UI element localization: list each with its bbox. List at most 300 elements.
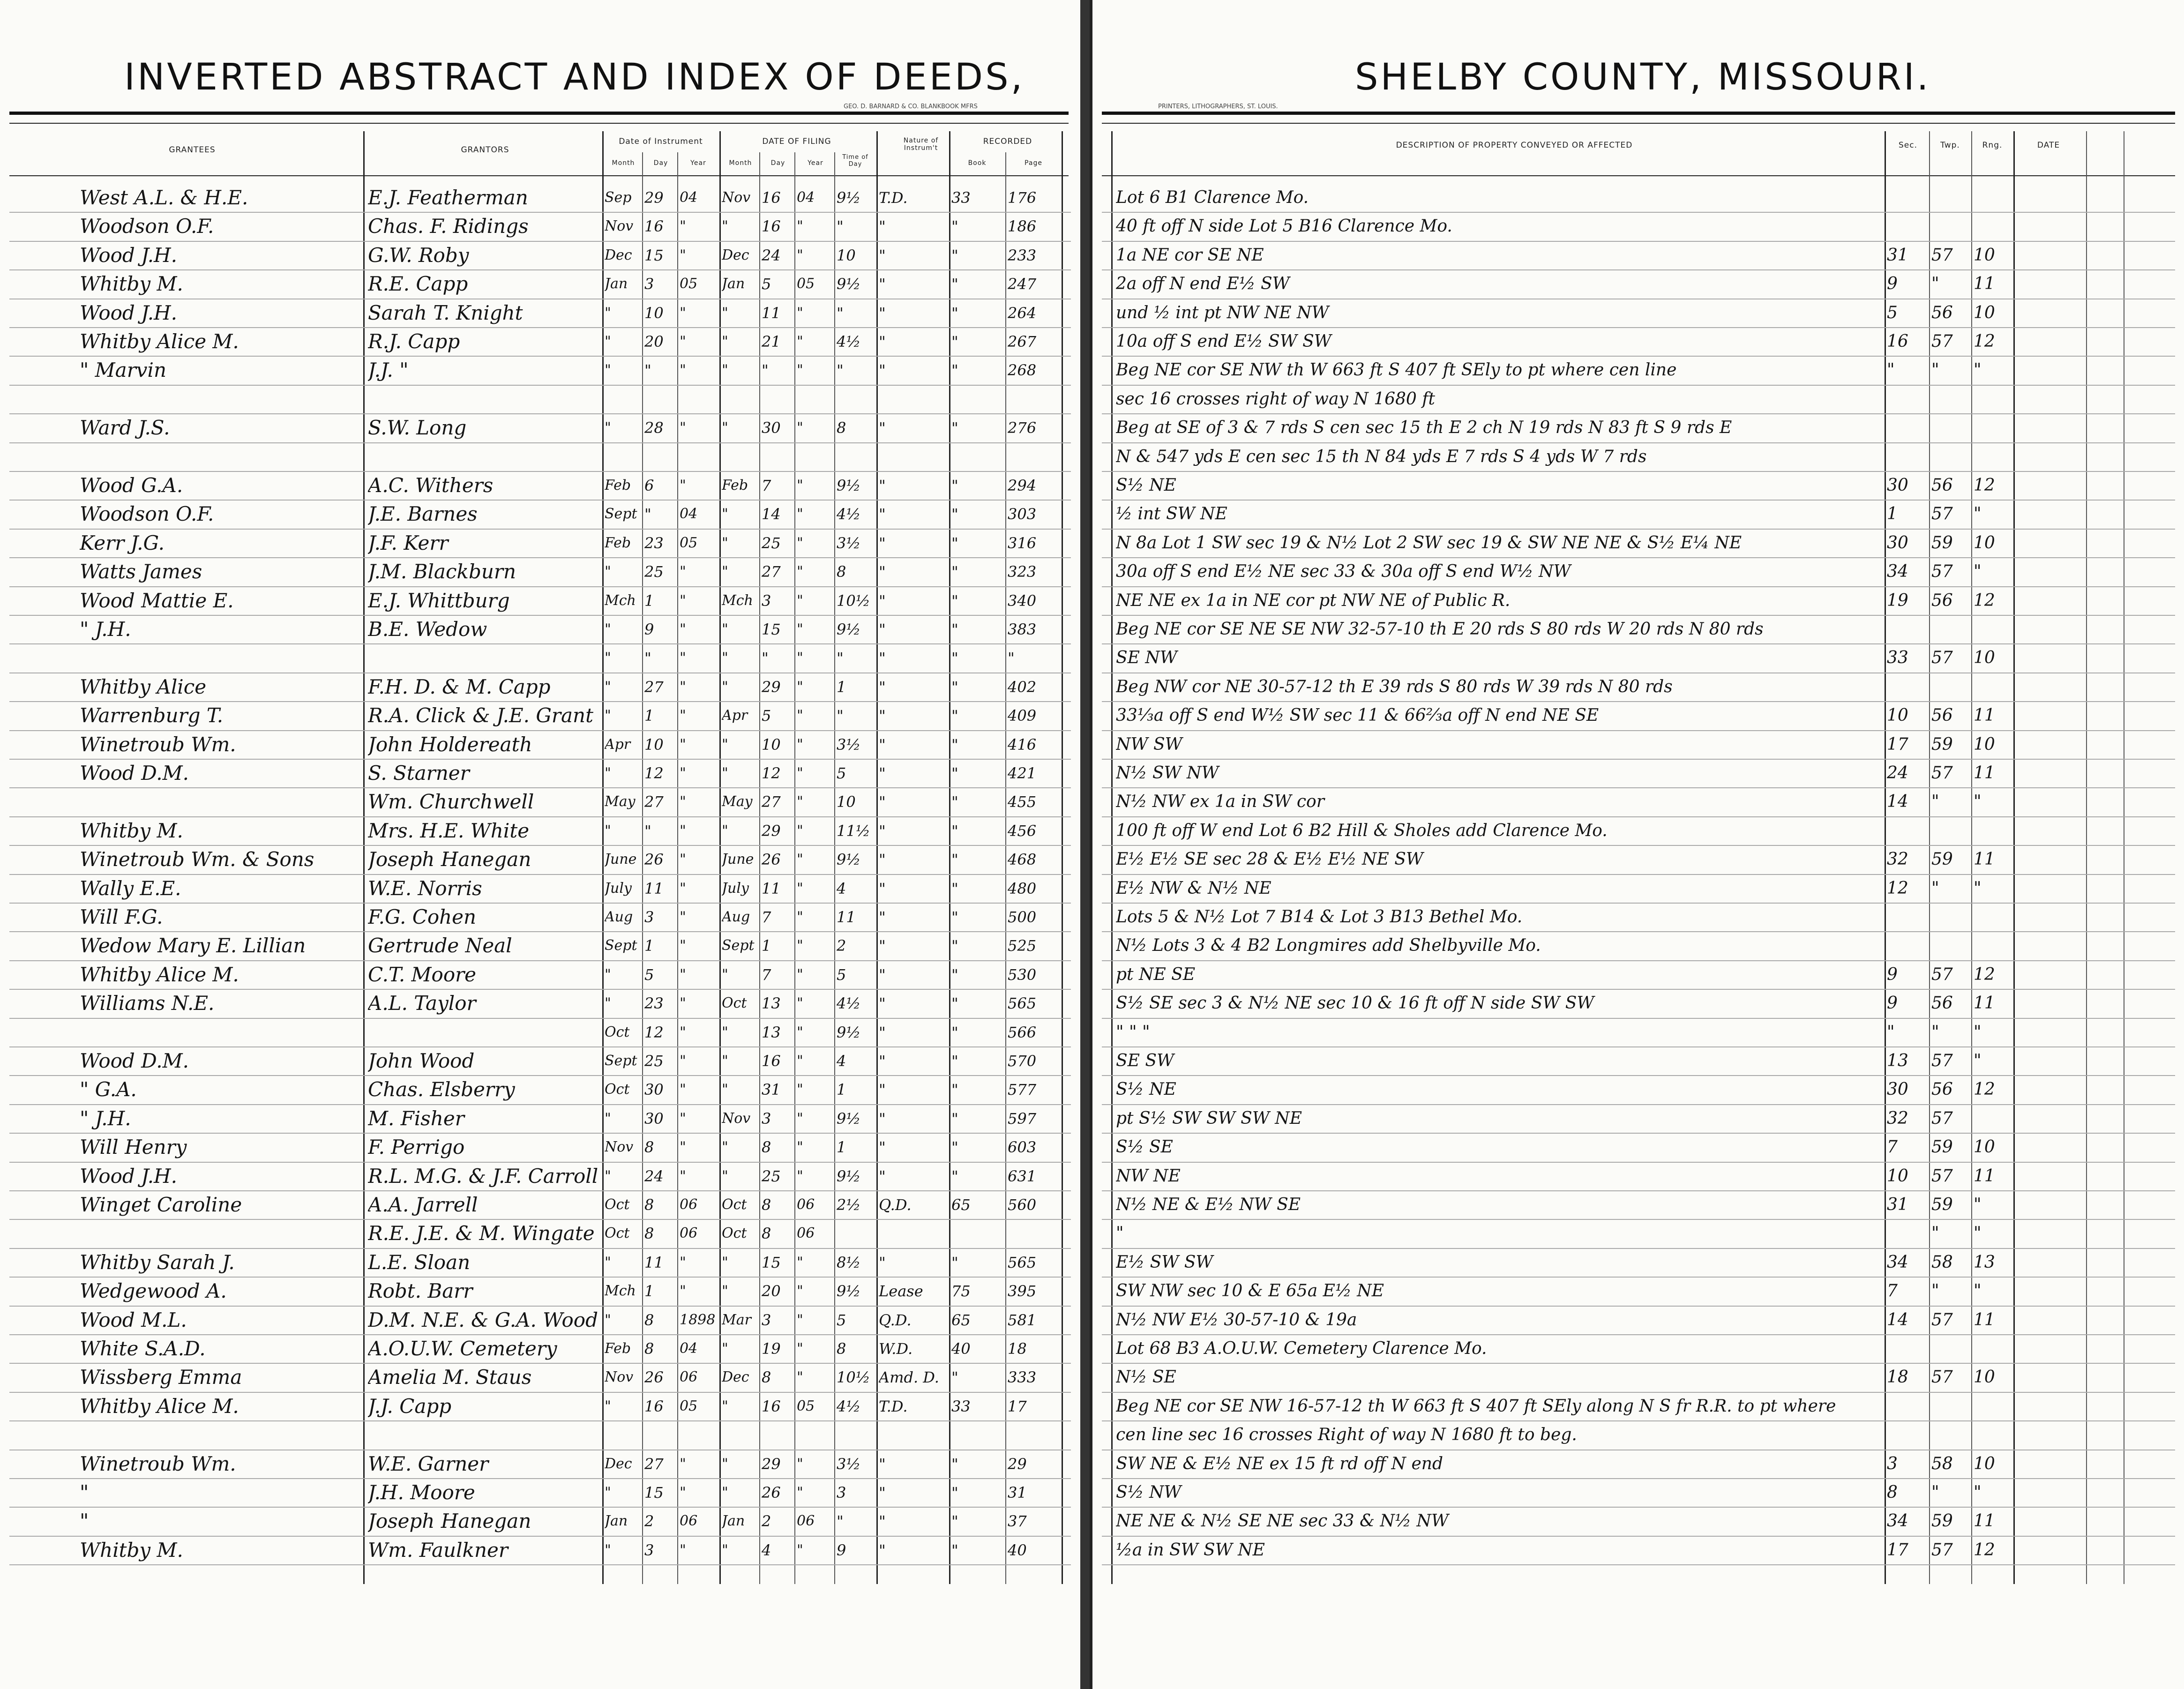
page-cell: 455 [1008,793,1037,811]
description-cell: S½ SE [1116,1137,1173,1157]
instrument-year-cell: " [680,707,686,724]
instrument-day-cell: 16 [644,217,664,236]
nature-cell: " [879,793,886,811]
instrument-day-cell: 8 [644,1311,654,1329]
left-header-rule-thin [9,123,1069,124]
sec-cell: 1 [1887,504,1898,524]
row-rule [9,557,1071,558]
filing-year-cell: " [797,304,803,321]
instrument-day-cell: " [644,361,651,380]
row-rule [9,615,1071,616]
instrument-year-cell: 1898 [680,1311,716,1328]
instrument-month-cell: " [605,333,611,350]
book-cell: " [951,1109,958,1128]
filing-month-cell: " [722,1053,728,1069]
filing-month-cell: July [722,880,749,897]
ledger-row [0,1538,2184,1563]
grantor-cell: A.C. Withers [368,474,494,497]
filing-year-cell: " [797,909,803,925]
filing-day-cell: 11 [762,304,781,322]
ledger-row [0,588,2184,613]
twp-cell: 57 [1931,648,1953,668]
col-time-header: Time of Day [842,154,868,168]
instrument-month-cell: Nov [605,1139,634,1156]
twp-cell: 57 [1931,1310,1953,1330]
filing-year-cell: " [797,1283,803,1300]
rng-cell: " [1974,360,1982,380]
nature-cell: " [879,1052,886,1070]
book-cell: 65 [951,1311,971,1329]
filing-day-cell: " [762,649,769,667]
row-rule [9,529,1071,530]
time-cell: 1 [837,1081,846,1099]
sec-cell: 14 [1887,792,1908,812]
twp-cell: " [1931,1022,1939,1042]
filing-day-cell: 15 [762,1253,781,1271]
sec-cell: 17 [1887,734,1908,754]
ledger-row [0,1221,2184,1246]
filing-month-cell: " [722,506,728,523]
time-cell: 5 [837,1311,846,1329]
row-rule [9,1306,1071,1307]
sec-cell: 34 [1887,562,1908,582]
instrument-day-cell: " [644,649,651,667]
twp-cell: 56 [1931,476,1953,495]
instrument-day-cell: 12 [644,1023,664,1041]
sec-cell: 32 [1887,850,1908,869]
description-cell: SW NW sec 10 & E 65a E½ NE [1116,1281,1384,1301]
rng-cell: 10 [1974,648,1995,668]
instrument-day-cell: 26 [644,1368,664,1387]
book-cell: " [951,1052,958,1070]
filing-day-cell: 1 [762,937,771,955]
instrument-year-cell: " [680,333,686,350]
twp-cell: 57 [1931,1540,1953,1560]
instrument-year-cell: " [680,736,686,753]
nature-cell: " [879,1138,886,1157]
instrument-month-cell: Jan [605,1513,628,1530]
filing-day-cell: 7 [762,965,771,984]
row-rule [1102,1162,2175,1163]
instrument-month-cell: " [605,966,611,983]
grantee-cell: Wood M.L. [80,1308,187,1331]
row-rule [1102,1392,2175,1393]
filing-year-cell: " [797,1167,803,1184]
sec-cell: 18 [1887,1368,1908,1387]
sec-cell: 9 [1887,274,1898,294]
row-rule [9,1392,1071,1393]
ledger-row [0,645,2184,671]
time-cell: " [837,217,844,236]
grantee-cell: Whitby M. [80,272,183,296]
description-cell: SW NE & E½ NE ex 15 ft rd off N end [1116,1454,1443,1473]
row-rule [1102,1536,2175,1537]
sec-cell: 7 [1887,1281,1898,1301]
description-cell: NW NE [1116,1166,1181,1186]
row-rule [9,1478,1071,1479]
right-printer-imprint: PRINTERS, LITHOGRAPHERS, ST. LOUIS. [1158,103,1278,110]
time-cell: 9½ [837,620,861,638]
instrument-month-cell: Sept [605,937,637,954]
nature-cell: " [879,678,886,696]
nature-cell: Q.D. [879,1196,912,1214]
nature-cell: " [879,534,886,552]
row-rule [1102,557,2175,558]
filing-year-cell: " [797,1311,803,1328]
ledger-row [0,1278,2184,1304]
instrument-year-cell: 05 [680,534,698,551]
instrument-day-cell: 20 [644,333,664,351]
filing-month-cell: Mch [722,592,753,609]
ledger-row [0,1394,2184,1419]
twp-cell: 59 [1931,1511,1953,1531]
filing-day-cell: 13 [762,994,781,1013]
time-cell: 10½ [837,591,870,610]
time-cell: 9½ [837,851,861,869]
book-cell: " [951,246,958,264]
instrument-month-cell: " [605,822,611,839]
filing-month-cell: Mar [722,1311,751,1328]
page-cell: 264 [1008,304,1037,322]
time-cell: " [837,1512,844,1531]
row-rule [1102,701,2175,702]
filing-year-cell: " [797,736,803,753]
instrument-year-cell: " [680,563,686,580]
sec-cell: 34 [1887,1252,1908,1272]
filing-month-cell: " [722,218,728,235]
instrument-year-cell: " [680,880,686,897]
instrument-month-cell: " [605,621,611,637]
book-cell: " [951,735,958,754]
instrument-month-cell: " [605,1254,611,1270]
row-rule [9,816,1071,817]
filing-day-cell: 8 [762,1138,771,1157]
time-cell: 9½ [837,477,861,494]
nature-cell: " [879,1167,886,1185]
instrument-month-cell: Oct [605,1196,630,1213]
filing-month-cell: June [722,851,754,868]
col-filing-year-header: Year [808,159,823,167]
filing-year-cell: " [797,1110,803,1127]
instrument-month-cell: " [605,419,611,436]
rng-cell: " [1974,878,1982,898]
filing-month-cell: " [722,419,728,436]
filing-year-cell: " [797,1081,803,1098]
filing-month-cell: Jan [722,1513,745,1530]
filing-year-cell: " [797,1369,803,1386]
book-cell: " [951,1023,958,1041]
instrument-year-cell: " [680,822,686,839]
filing-day-cell: 29 [762,678,781,696]
ledger-row [0,1509,2184,1534]
filing-month-cell: " [722,678,728,695]
row-rule [1102,989,2175,990]
ledger-row [0,1106,2184,1131]
instrument-month-cell: " [605,304,611,321]
instrument-day-cell: 28 [644,419,664,437]
ledger-row [0,387,2184,412]
filing-day-cell: 29 [762,822,781,840]
grantor-cell: J.J. " [368,359,409,382]
page-cell: 577 [1008,1081,1037,1099]
nature-cell: " [879,735,886,754]
col-year-header: Year [690,159,706,167]
row-rule [1102,327,2175,328]
grantee-cell: Wood D.M. [80,762,189,785]
instrument-year-cell: " [680,1110,686,1127]
ledger-row [0,1336,2184,1361]
description-cell: N½ NE & E½ NW SE [1116,1195,1301,1214]
sec-cell: 14 [1887,1310,1908,1330]
row-rule [1102,1334,2175,1335]
description-cell: SE SW [1116,1051,1174,1070]
nature-cell: T.D. [879,1397,908,1415]
grantor-cell: D.M. N.E. & G.A. Wood [368,1308,598,1331]
ledger-row [0,1422,2184,1448]
book-cell: " [951,1541,958,1559]
instrument-year-cell: " [680,793,686,810]
grantee-cell: Watts James [80,560,202,583]
page-cell: 29 [1008,1455,1027,1473]
book-cell: " [951,1512,958,1531]
instrument-month-cell: " [605,995,611,1012]
filing-month-cell: " [722,534,728,551]
grantor-cell: E.J. Whittburg [368,589,510,612]
grantee-cell: Wedgewood A. [80,1279,227,1303]
book-cell: " [951,851,958,869]
filing-month-cell: " [722,621,728,637]
book-cell: " [951,333,958,351]
time-cell: 9½ [837,1167,861,1185]
filing-day-cell: 7 [762,908,771,926]
page-cell: 186 [1008,217,1037,236]
grantee-cell: Wood D.M. [80,1049,189,1072]
filing-year-cell: " [797,477,803,493]
filing-year-cell: " [797,1053,803,1069]
row-rule [1102,960,2175,961]
rng-cell: " [1974,1022,1982,1042]
ledger-row [0,473,2184,498]
filing-month-cell: " [722,362,728,379]
filing-month-cell: " [722,1340,728,1357]
sec-cell: 9 [1887,964,1898,984]
instrument-month-cell: Sept [605,1053,637,1069]
twp-cell: 57 [1931,562,1953,582]
sec-cell: 17 [1887,1540,1908,1560]
row-rule [9,1277,1071,1278]
time-cell: 4½ [837,333,861,351]
twp-cell: 56 [1931,303,1953,322]
filing-month-cell: May [722,793,753,810]
rng-cell: 13 [1974,1252,1995,1272]
description-cell: N½ NW E½ 30-57-10 & 19a [1116,1310,1357,1330]
book-cell: " [951,965,958,984]
nature-cell: " [879,563,886,581]
rng-cell: 12 [1974,1540,1995,1560]
row-rule [9,1075,1071,1076]
rng-cell: 12 [1974,476,1995,495]
row-rule [1102,1104,2175,1105]
ledger-row [0,1020,2184,1045]
ledger-row [0,531,2184,556]
sec-cell: 13 [1887,1051,1908,1070]
filing-day-cell: 26 [762,851,781,869]
page-cell: 566 [1008,1023,1037,1041]
row-rule [9,356,1071,357]
filing-year-cell: " [797,247,803,263]
book-cell: 33 [951,1397,971,1415]
grantor-cell: J.H. Moore [368,1481,475,1504]
book-cell: " [951,879,958,897]
row-rule [9,845,1071,846]
time-cell: 8 [837,419,846,437]
nature-cell: Amd. D. [879,1368,939,1387]
row-rule [9,1564,1071,1565]
grantor-cell: John Wood [368,1049,475,1072]
description-cell: 10a off S end E½ SW SW [1116,332,1331,351]
nature-cell: " [879,620,886,638]
grantee-cell: " G.A. [80,1078,137,1101]
row-rule [9,471,1071,472]
page-cell: 409 [1008,707,1037,725]
grantee-cell: Winget Caroline [80,1193,242,1216]
grantor-cell: R.E. J.E. & M. Wingate [368,1222,595,1245]
grantee-cell: Warrenburg T. [80,704,224,727]
twp-cell: 58 [1931,1454,1953,1473]
instrument-day-cell: 30 [644,1081,664,1099]
filing-year-cell: " [797,678,803,695]
time-cell: 4½ [837,505,861,523]
left-header-rule [9,112,1069,115]
grantee-cell: Wedow Mary E. Lillian [80,934,306,957]
row-rule [1102,1277,2175,1278]
filing-year-cell: " [797,563,803,580]
rng-cell: 10 [1974,245,1995,265]
instrument-month-cell: " [605,1167,611,1184]
row-rule [1102,1075,2175,1076]
page-cell: 480 [1008,879,1037,897]
filing-month-cell: " [722,1024,728,1040]
nature-cell: " [879,1512,886,1531]
page-cell: 17 [1008,1397,1027,1415]
instrument-day-cell: 8 [644,1196,654,1214]
filing-day-cell: 3 [762,1311,771,1329]
row-rule [1102,1018,2175,1019]
page-cell: 530 [1008,965,1037,984]
instrument-year-cell: " [680,1053,686,1069]
description-cell: pt S½ SW SW SW NE [1116,1108,1302,1128]
page-cell: 383 [1008,620,1037,638]
grantor-cell: Gertrude Neal [368,934,512,957]
filing-year-cell: 05 [797,276,815,292]
time-cell: 3½ [837,735,861,754]
instrument-day-cell: 6 [644,477,654,494]
row-rule [9,960,1071,961]
filing-year-cell: " [797,650,803,666]
filing-month-cell: Oct [722,1196,747,1213]
filing-day-cell: 5 [762,275,771,293]
time-cell: 10 [837,793,856,811]
row-rule [9,730,1071,731]
book-cell: " [951,793,958,811]
description-cell: SE NW [1116,648,1177,668]
page-cell: 560 [1008,1196,1037,1214]
ledger-row [0,329,2184,354]
row-rule [9,989,1071,990]
page-cell: 395 [1008,1282,1037,1300]
row-rule [1102,1420,2175,1421]
row-rule [1102,586,2175,587]
nature-cell: " [879,361,886,380]
time-cell: " [837,361,844,380]
row-rule [1102,903,2175,904]
rng-cell: 11 [1974,850,1995,869]
filing-day-cell: 8 [762,1196,771,1214]
grantee-cell: Whitby Alice M. [80,963,239,986]
book-cell: " [951,707,958,725]
grantee-cell: Wood G.A. [80,474,183,497]
instrument-day-cell: 15 [644,1484,664,1502]
filing-year-cell: " [797,1484,803,1501]
description-cell: NE NE ex 1a in NE cor pt NW NE of Public R. [1116,590,1511,610]
row-rule [9,787,1071,788]
instrument-year-cell: 04 [680,1340,698,1357]
page-cell: 31 [1008,1484,1027,1502]
instrument-day-cell: 1 [644,1282,654,1300]
sec-cell: 24 [1887,763,1908,783]
grantee-cell: Will F.G. [80,905,163,928]
row-rule [9,269,1071,270]
filing-year-cell: " [797,1455,803,1472]
instrument-day-cell: 30 [644,1109,664,1128]
row-rule [9,212,1071,213]
sec-cell: 3 [1887,1454,1898,1473]
row-rule [1102,500,2175,501]
instrument-year-cell: " [680,937,686,954]
filing-month-cell: " [722,966,728,983]
twp-cell: " [1931,1224,1939,1243]
page-cell: 565 [1008,1253,1037,1271]
filing-month-cell: " [722,1484,728,1501]
row-rule [9,327,1071,328]
ledger-row [0,1250,2184,1275]
sec-cell: 32 [1887,1108,1908,1128]
row-rule [9,1363,1071,1364]
twp-cell: 56 [1931,706,1953,725]
filing-day-cell: 8 [762,1368,771,1387]
description-cell: pt NE SE [1116,964,1196,984]
filing-day-cell: 13 [762,1023,781,1041]
row-rule [1102,1306,2175,1307]
row-rule [1102,212,2175,213]
rng-cell: " [1974,1483,1982,1502]
ledger-row [0,1308,2184,1333]
grantor-cell: Chas. F. Ridings [368,215,529,238]
rng-cell: 11 [1974,1166,1995,1186]
grantor-cell: M. Fisher [368,1106,464,1130]
book-cell: " [951,1138,958,1157]
description-cell: NW SW [1116,734,1182,754]
row-rule [9,1046,1071,1047]
rng-cell: 10 [1974,1368,1995,1387]
row-rule [1102,845,2175,846]
ledger-row [0,358,2184,383]
book-cell: " [951,1455,958,1473]
ledger-row [0,1077,2184,1102]
instrument-month-cell: Feb [605,477,631,493]
instrument-day-cell: 24 [644,1167,664,1185]
description-cell: 40 ft off N side Lot 5 B16 Clarence Mo. [1116,217,1452,236]
